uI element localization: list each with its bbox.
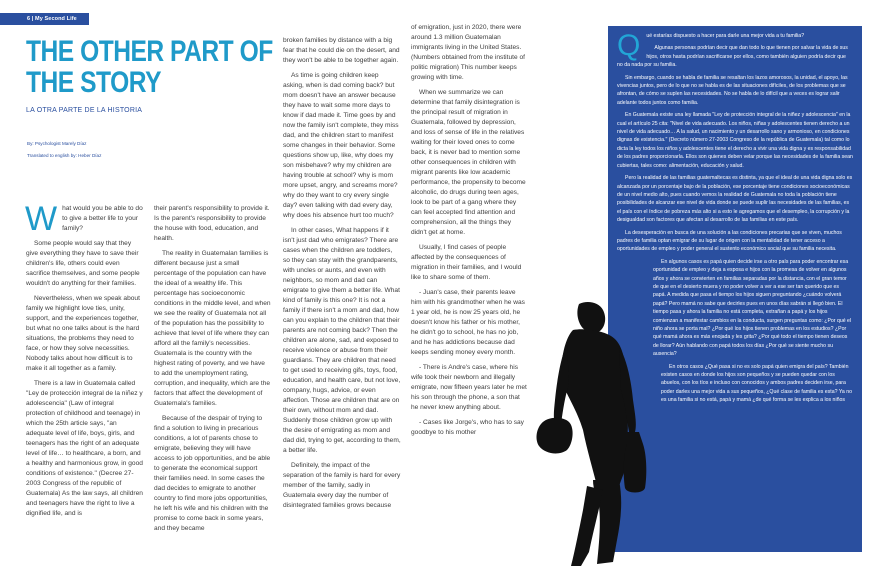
paragraph: When we summarize we can determine that family disintegration is the principal result of migration in Guatemala, followed by depression, and loss of sense of life in the relatives waiting for their loved ones to come back, it is never bad to mention some other consequences in children with migrant parents like low academic performance, the propensity to become alcoholic, do drugs during teen ages, look to be part of a gang where they can feel accepted find attention and comprehension, all the things they didn't get at home. bbox=[411, 89, 526, 236]
english-column-1 bbox=[25, 200, 144, 524]
byline-translator: Translated to english by: Heber Díaz bbox=[27, 153, 102, 158]
paragraph: The reality in Guatemalan families is different because just a small percentage of the population can have the ideal of a wealthy life. This percentage has socioeconomic conditions in the middle level, and when we see the reality of Guatemala not all of the population has the possibility to achieve that level of life where they can afford all the family's necessities. Guatemala is the country with the highest rating of poverty, and we have to add the unemployment rating, corruption, and inequality, which are the factors that affect the development of Guatemala's families. bbox=[154, 250, 271, 407]
paragraph-text: hat would you be able to do to give a better life to your family? bbox=[62, 205, 143, 232]
section-label: 6 | My Second Life bbox=[27, 16, 77, 22]
english-column-4 bbox=[411, 23, 527, 443]
paragraph: There is a law in Guatemala called "Ley de protección integral de la niñez y adolescencia" (Law of integral protection of childhood and teenage) in which the 25th article says, "an adequate level of life, boys, girls, and teenagers has the right of an adequate level of life… to healthcare, a born, and a healthy and harmonious grow, in good conditions of existence." (Decree 27-2003 Congress of the republic of Guatemala) As the law says, all children and teenagers have the right to live a dignified life, and is bbox=[26, 380, 143, 517]
drop-cap: W bbox=[25, 200, 58, 238]
paragraph: En Guatemala existe una ley llamada "Ley de protección integral de la niñez y adolescencia" en la cual el artículo 25 cita: "Nivel de vida adecuado. Los niños, niñas y adolescentes tienen derecho a un nivel de vida adecuado… A la salud, un nacimiento y un desarrollo sano y armonioso, en condiciones dignas de existencia." (Decreto número 27-2003 Congreso de la república de Guatemala) tal como lo dicta la ley todos los niños y adolescentes tiene el derecho a vivir una vida digna y es responsabilidad de los padres proporcionarla. Ellos son quienes deben velar porque las necesidades de la familia sean cubiertas, tales como: alimentación, educación y salud. bbox=[617, 112, 853, 169]
byline-author: By: Psychologist Marely Díaz bbox=[27, 141, 87, 146]
article-subtitle: LA OTRA PARTE DE LA HISTORIA bbox=[26, 107, 143, 114]
walking-person-silhouette-image bbox=[527, 300, 652, 569]
paragraph: As time is going children keep asking, when is dad coming back? but mom doesn't have an answer because they have to wait some more days to know if dad made it. Time goes by and now the family isn't complete, they miss dad, and the children start to manifest some changes in their behavior. Some questions show up, like, why does my son misbehave? why my children are having trouble at school? why is mom more upset, angry, and screams more? why do they want to cry every single day? even talking with dad every day, why does his absence hurt too much? bbox=[283, 72, 399, 219]
paragraph: Sin embargo, cuando se habla de familia se resaltan los lazos amorosos, la unidad, el apoyo, las vivencias juntos, pero de lo que no se habla es de las situaciones difíciles, de los problemas que se afrontan, de cómo se suplen las necesidades. No se habla de lo difícil que a veces es lograr salir adelante todos juntos como familia. bbox=[617, 74, 848, 106]
paragraph: Algunas personas podrían decir que dan todo lo que tienen por salvar la vida de sus hijos, otros hasta podrían sacrificarse por ellos, como también alguien podría decir que no da nada por su familia. bbox=[617, 45, 848, 69]
section-header-bar bbox=[0, 13, 89, 25]
article-title-line-1: THE OTHER PART OF bbox=[26, 35, 273, 68]
paragraph: En algunos casos es papá quien decide irse a otro país para poder encontrar esa oportunidad de empleo y deja a esposa e hijos con la promesa de volver en algunos años y ahora se convierten en familias separadas por la distancia, con el gran temor de que en el desierto muera y no poder volver a ver a ese ser tan querido que es papá. A medida que pasa el tiempo los hijos siguen preguntando ¿cuándo volverá papá? Pero mamá no sabe que decirles pues en unos días sabrán si llegó bien. El tiempo pasa y ahora la familia no está completa, extrañan a papá y los hijos comienzan a manifestar cambios en la conducta, surgen preguntas como: ¿Por qué el niño ahora se porta mal? ¿Por qué los hijos tienen problemas en los estudios? ¿Por qué mamá ahora es más enojada y les grita? ¿Por qué todo el tiempo tienen deseos de llorar? Aún hablando con papá todos los días ¿Por qué se siente mucho su ausencia? bbox=[653, 258, 852, 358]
paragraph: - Juan's case, their parents leave him with his grandmother when he was 1 year old, he is now 25 years old, he doesn't know his father or his mother, he didn't go to school, he has no job, and he has addictions because dad keeps sending money every month. bbox=[411, 289, 525, 356]
drop-cap: Q bbox=[617, 29, 641, 62]
paragraph: Usually, I find cases of people affected by the consequences of migration in their families, and I would like to share some of them. bbox=[411, 244, 522, 281]
english-column-3 bbox=[283, 36, 401, 516]
english-column-2 bbox=[154, 204, 272, 539]
paragraph: En otros casos ¿Qué pasa si no es solo papá quien emigra del país? También existen casos en donde los hijos son pequeños y se pueden quedar con los abuelos, con los tíos e incluso con conocidos y ambos padres deciden irse, para poder darles una mejor vida a sus pequeños, ¿Qué clase de familia es esta? Ya no es una familia si no está, papá y mamá ¿de qué forma se les explica a los niños bbox=[661, 363, 852, 404]
paragraph: of emigration, just in 2020, there were around 1.3 million Guatemalan immigrants living in the United States. (Numbers obtained from the institute of politic migration) This number keeps growing with time. bbox=[411, 24, 525, 81]
paragraph: - There is Andre's case, where his wife took their newborn and illegally emigrate, now fifteen years later he met his son through the phone, a son that he never knew anything about. bbox=[411, 364, 527, 411]
article-title bbox=[26, 35, 273, 99]
paragraph: - Cases like Jorge's, who has to say goodbye to his mother bbox=[411, 419, 524, 436]
paragraph: Nevertheless, when we speak about family we highlight love ties, unity, support, and the experiences together, but what no one talks about is the hard situations, the problems they need to face, or how they solve necessities. Nobody talks about how difficult is to make it all together as a family. bbox=[26, 295, 140, 372]
paragraph: Pero la realidad de las familias guatemaltecas es distinta, ya que el ideal de una vida digna solo es alcanzada por un porcentaje bajo de la población, ese porcentaje tiene condiciones socioeconómicas de un nivel medio alto, pues cuando vemos la realidad de Guatemala no toda la población tiene posibilidades de alcanzar ese nivel de vida donde se puede suplir las necesidades de las familias, es el país con el índice de pobreza más alto si a esto le agregamos que el desempleo, la corrupción y la desigualdad son factores que afectan al desarrollo de las familias en este país. bbox=[617, 175, 853, 224]
paragraph: broken families by distance with a big fear that he could die on the desert, and they won't be able to be together again. bbox=[283, 37, 400, 64]
paragraph: In other cases, What happens if it isn't just dad who emigrates? There are cases when the children are toddlers, so they can stay with the grandparents, with uncles or aunts, and even with neighbors, so mom and dad can emigrate to give them a better life. What kind of family is this one? It is not a family if there isn't a mom and dad, how can you explain to the children that their parents are not coming back? Then the children are alone, sad, and exposed to receive violence or abuse from their guardians. They are children that need to get used to receiving gifs, toys, food, education, and health care, but not love, company, hugs, advice, or even affection. Those are children that are on their own, without mom and dad. Suddenly those children grow up with the desire of emigrating as mom and dad did, trying to get, according to them, a better life. bbox=[283, 227, 401, 454]
paragraph: their parent's responsibility to provide it. Is the parent's responsibility to provide the house with food, education, and health. bbox=[154, 205, 270, 242]
article-title-line-2: THE STORY bbox=[26, 66, 161, 99]
paragraph: Some people would say that they give everything they have to save their children's life, others could even sacrifice themselves, and some people wouldn't do anything for their families. bbox=[26, 240, 140, 287]
paragraph bbox=[25, 200, 144, 238]
paragraph: Definitely, the impact of the separation of the family is hard for every member of the family, sadly in Guatemala every day the number of disintegrated families grows because bbox=[283, 462, 401, 509]
paragraph: Because of the despair of trying to find a solution to living in precarious conditions, a lot of parents chose to emigrate, believing they will have access to job opportunities, and be able to generate the economical support their families need. In some cases the dad decides to emigrate to another country to find more jobs opportunities, he left his wife and his children with the promise to come back in some years, and they became bbox=[154, 415, 271, 532]
paragraph-text: ué estarías dispuesto a hacer para darle una mejor vida a tu familia? bbox=[646, 33, 805, 39]
paragraph: La desesperación en busca de una solución a las condiciones precarias que se viven, muchos padres de familia optan emigrar de su lugar de origen con la mentalidad de tener acceso a oportunidades de empleo y poder general el sustento económico social que su familia necesita. bbox=[617, 229, 842, 253]
